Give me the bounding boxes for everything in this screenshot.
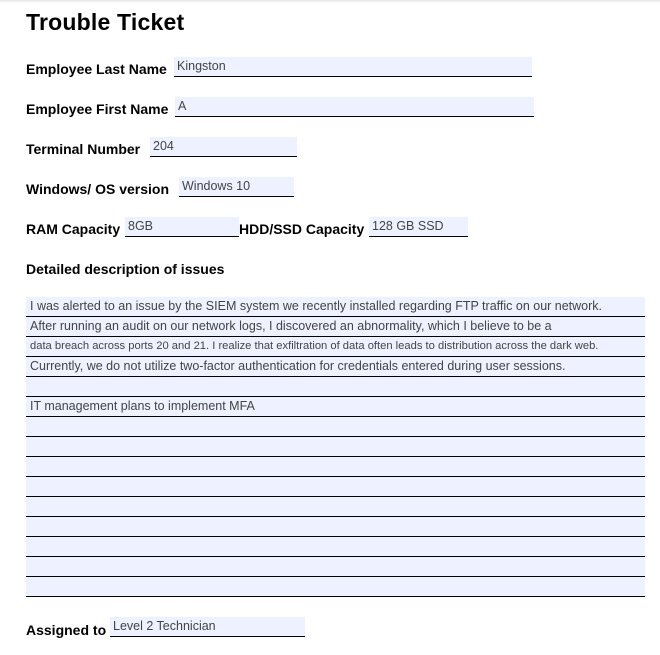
terminal-number-label: Terminal Number (26, 141, 141, 157)
description-line[interactable] (26, 497, 645, 517)
description-label: Detailed description of issues (26, 261, 225, 277)
terminal-number-field[interactable]: 204 (150, 137, 297, 157)
description-line[interactable] (26, 517, 645, 537)
description-line[interactable] (26, 417, 645, 437)
assigned-to-field[interactable]: Level 2 Technician (110, 617, 305, 637)
description-line[interactable]: data breach across ports 20 and 21. I realize that exfiltration of data often leads to distribution across the dark web. (26, 337, 645, 357)
description-line[interactable] (26, 557, 645, 577)
os-version-field[interactable]: Windows 10 (179, 177, 294, 197)
description-line[interactable] (26, 437, 645, 457)
page-title: Trouble Ticket (26, 9, 185, 35)
description-line[interactable]: After running an audit on our network logs, I discovered an abnormality, which I believe to be a (26, 317, 645, 337)
description-line[interactable]: I was alerted to an issue by the SIEM system we recently installed regarding FTP traffic on our network. (26, 297, 645, 317)
first-name-field[interactable]: A (175, 97, 534, 117)
ram-capacity-field[interactable]: 8GB (125, 217, 239, 237)
page-top-edge (0, 0, 660, 3)
assigned-to-label: Assigned to (26, 622, 107, 638)
os-version-label: Windows/ OS version (26, 181, 170, 197)
storage-capacity-label: HDD/SSD Capacity (239, 221, 365, 237)
last-name-label: Employee Last Name (26, 61, 167, 77)
description-line[interactable] (26, 537, 645, 557)
description-line[interactable] (26, 577, 645, 597)
ram-capacity-label: RAM Capacity (26, 221, 121, 237)
description-line[interactable] (26, 477, 645, 497)
description-line[interactable] (26, 377, 645, 397)
description-textarea[interactable] (26, 297, 645, 597)
last-name-field[interactable]: Kingston (174, 57, 532, 77)
description-line[interactable]: IT management plans to implement MFA (26, 397, 645, 417)
description-line[interactable] (26, 457, 645, 477)
description-line[interactable]: Currently, we do not utilize two-factor authentication for credentials entered during user sessions. (26, 357, 645, 377)
storage-capacity-field[interactable]: 128 GB SSD (369, 217, 468, 237)
first-name-label: Employee First Name (26, 101, 169, 117)
